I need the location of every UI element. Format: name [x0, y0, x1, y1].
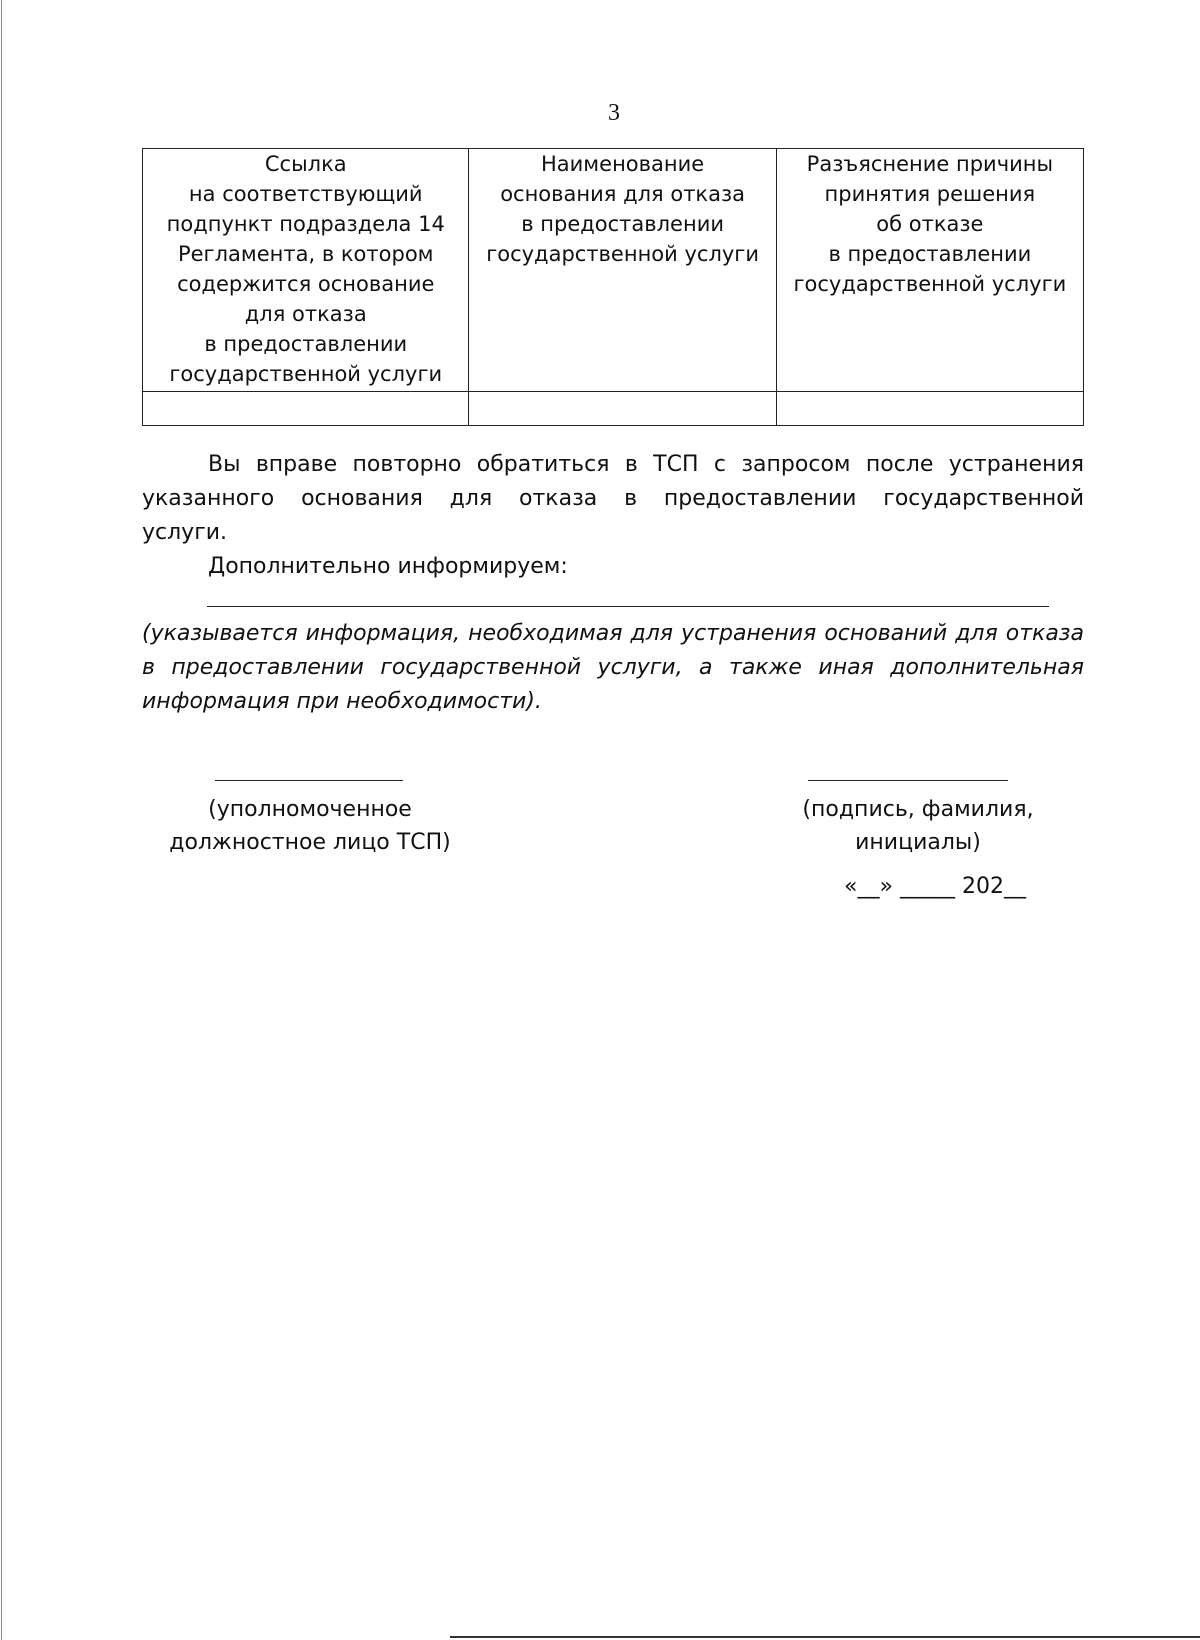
- official-signature-line[interactable]: [215, 780, 403, 781]
- table-cell[interactable]: [469, 392, 776, 426]
- table-header-row: [143, 149, 1084, 392]
- column-header-refusal-ground: Наименование основания для отказа в предоставлении государственной услуги: [469, 149, 776, 392]
- additional-info-fill-line[interactable]: [207, 606, 1049, 607]
- table-cell[interactable]: [143, 392, 469, 426]
- date-field[interactable]: «__» _____ 202__: [844, 874, 1026, 899]
- column-header-regulation-reference: Ссылка на соответствующий подпункт подраздела 14 Регламента, в котором содержится основание для отказа в предоставлении государственной услуги: [143, 149, 469, 392]
- table-row: [143, 392, 1084, 426]
- retry-paragraph: Вы вправе повторно обратиться в ТСП с запросом после устранения указанного основания для отказа в предоставлении государственной услуги.: [142, 452, 1084, 545]
- scan-edge-bottom: [450, 1636, 1200, 1638]
- page-number: 3: [608, 100, 620, 126]
- additional-info-label: Дополнительно информируем:: [208, 554, 568, 579]
- official-label: (уполномоченное должностное лицо ТСП): [169, 797, 451, 855]
- column-header-refusal-explanation: Разъяснение причины принятия решения об отказе в предоставлении государственной услуги: [776, 149, 1083, 392]
- table-cell[interactable]: [776, 392, 1083, 426]
- signature-name-line[interactable]: [808, 780, 1008, 781]
- scan-edge-left: [1, 0, 2, 1640]
- refusal-reasons-table: [142, 148, 1084, 426]
- signature-name-label: (подпись, фамилия, инициалы): [802, 797, 1034, 855]
- additional-info-hint: (указывается информация, необходимая для устранения оснований для отказа в предоставлении государственной услуги, а также иная дополнительная информация при необходимости).: [142, 621, 1084, 714]
